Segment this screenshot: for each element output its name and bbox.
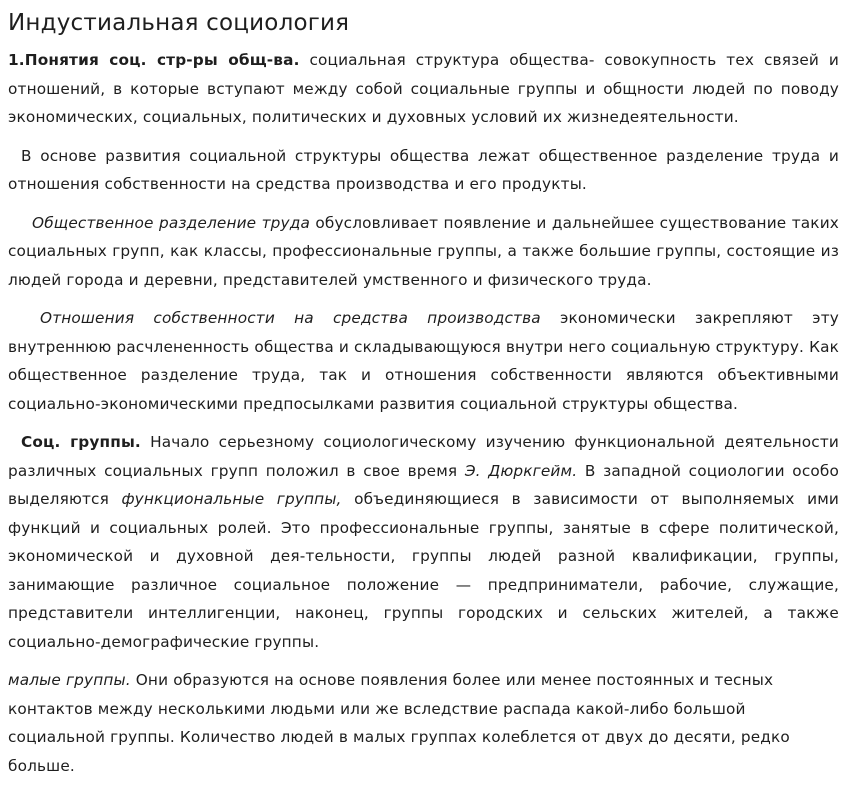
italic-term-property-relations: Отношения собственности на средства производства: [40, 309, 541, 327]
paragraph-small-groups: [8, 666, 839, 780]
paragraph-text: В основе развития социальной структуры общества лежат общественное разделение труда и отношения собственности на средства производства и его продукты.: [8, 146, 839, 193]
paragraph-text: В западной социологии особо выделяются: [8, 461, 839, 508]
paragraph-text: Начало серьезному социологическому изучению функциональной деятельности различных социальных групп положил в свое время: [8, 433, 839, 480]
paragraph-text: обусловливает появление и дальнейшее существование таких социальных групп, как классы, профессиональные группы, а также большие группы, состоящие из людей города и деревни, представителей умственного и физического труда.: [8, 213, 839, 289]
document-title: Индустиальная социология: [8, 10, 350, 36]
paragraph-text: Они образуются на основе появления более или менее постоянных и тесных контактов между несколькими людьми или же вследствие распада какой-либо большой социальной группы. Количество людей в малых группах колеблется от двух до десяти, редко больше.: [8, 671, 790, 775]
paragraph-text: объединяющиеся в зависимости от выполняемых ими функций и социальных ролей. Это профессиональные группы, занятые в сфере политической, экономической и духовной дея-тельности, группы людей разной квалификации, группы, занимающие различное социальное положение — предприниматели, рабочие, служащие, представители интеллигенции, наконец, группы городских и сельских жителей, а также социально-демографические группы.: [8, 490, 839, 651]
section-heading-social-groups: Соц. группы.: [21, 433, 141, 451]
section-heading-social-structure: 1.Понятия соц. стр-ры общ-ва.: [8, 51, 300, 69]
italic-term-division-of-labour: Общественное разделение труда: [32, 213, 310, 232]
paragraph-social-groups: [8, 428, 839, 656]
paragraph-social-structure-definition: [8, 46, 839, 132]
paragraph-text: экономически закрепляют эту внутреннюю расчлененность общества и складывающуюся внутри него социальную структуру. Как общественное разделение труда, так и отношения собственности являются объективными социально-экономическими предпосылками развития социальной структуры общества.: [8, 309, 839, 413]
italic-name-durkheim: Э. Дюркгейм.: [464, 461, 578, 480]
paragraph-basis-of-development: [8, 142, 839, 199]
italic-term-small-groups: малые группы.: [8, 671, 131, 689]
paragraph-text: социальная структура общества- совокупность тех связей и отношений, в которые вступают между собой социальные группы и общности людей по поводу экономических, социальных, политических и духовных условий их жизнедеятельности.: [8, 51, 839, 126]
paragraph-property-relations: [8, 304, 839, 418]
paragraph-division-of-labour: [8, 209, 839, 295]
italic-term-functional-groups: функциональные группы,: [121, 490, 342, 508]
